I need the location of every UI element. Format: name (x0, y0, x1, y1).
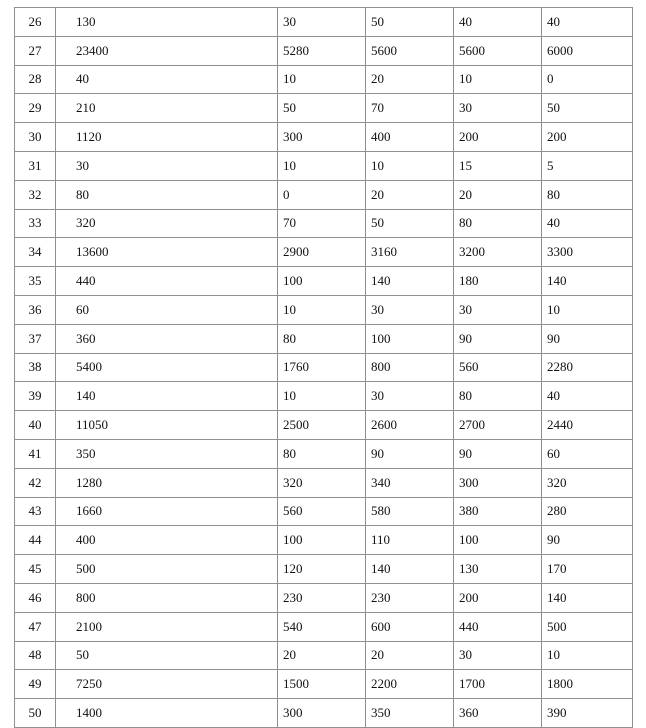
value-cell: 0 (278, 180, 366, 209)
table-row (15, 583, 633, 612)
value-cell: 5600 (366, 36, 454, 65)
value-cell: 70 (278, 209, 366, 238)
value-cell: 40 (542, 209, 633, 238)
total-cell: 1660 (56, 497, 278, 526)
row-number-cell: 33 (15, 209, 56, 238)
total-cell: 1400 (56, 699, 278, 728)
total-cell: 800 (56, 583, 278, 612)
value-cell: 90 (366, 439, 454, 468)
value-cell: 40 (542, 382, 633, 411)
total-cell: 400 (56, 526, 278, 555)
row-number-cell: 38 (15, 353, 56, 382)
total-cell: 60 (56, 295, 278, 324)
total-cell: 1120 (56, 123, 278, 152)
table-row (15, 209, 633, 238)
value-cell: 800 (366, 353, 454, 382)
row-number-cell: 34 (15, 238, 56, 267)
table-row (15, 526, 633, 555)
row-number-cell: 32 (15, 180, 56, 209)
row-number-cell: 26 (15, 8, 56, 37)
table-row (15, 699, 633, 728)
value-cell: 230 (278, 583, 366, 612)
total-cell: 5400 (56, 353, 278, 382)
row-number-cell: 30 (15, 123, 56, 152)
value-cell: 110 (366, 526, 454, 555)
table-row (15, 36, 633, 65)
table-row (15, 555, 633, 584)
value-cell: 140 (366, 555, 454, 584)
row-number-cell: 45 (15, 555, 56, 584)
value-cell: 60 (542, 439, 633, 468)
value-cell: 1700 (454, 670, 542, 699)
value-cell: 40 (542, 8, 633, 37)
value-cell: 390 (542, 699, 633, 728)
value-cell: 2440 (542, 411, 633, 440)
total-cell: 30 (56, 151, 278, 180)
value-cell: 0 (542, 65, 633, 94)
table-row (15, 411, 633, 440)
total-cell: 2100 (56, 612, 278, 641)
value-cell: 80 (278, 324, 366, 353)
total-cell: 130 (56, 8, 278, 37)
value-cell: 500 (542, 612, 633, 641)
total-cell: 360 (56, 324, 278, 353)
value-cell: 200 (542, 123, 633, 152)
value-cell: 5600 (454, 36, 542, 65)
value-cell: 140 (542, 267, 633, 296)
row-number-cell: 47 (15, 612, 56, 641)
value-cell: 90 (542, 324, 633, 353)
table-row (15, 353, 633, 382)
row-number-cell: 36 (15, 295, 56, 324)
value-cell: 10 (278, 295, 366, 324)
row-number-cell: 48 (15, 641, 56, 670)
value-cell: 40 (454, 8, 542, 37)
value-cell: 200 (454, 583, 542, 612)
value-cell: 100 (278, 526, 366, 555)
table-row (15, 8, 633, 37)
total-cell: 320 (56, 209, 278, 238)
row-number-cell: 49 (15, 670, 56, 699)
total-cell: 11050 (56, 411, 278, 440)
value-cell: 100 (278, 267, 366, 296)
row-number-cell: 44 (15, 526, 56, 555)
total-cell: 40 (56, 65, 278, 94)
value-cell: 1800 (542, 670, 633, 699)
total-cell: 1280 (56, 468, 278, 497)
total-cell: 440 (56, 267, 278, 296)
value-cell: 180 (454, 267, 542, 296)
row-number-cell: 27 (15, 36, 56, 65)
row-number-cell: 39 (15, 382, 56, 411)
value-cell: 2700 (454, 411, 542, 440)
total-cell: 140 (56, 382, 278, 411)
table-row (15, 670, 633, 699)
value-cell: 2280 (542, 353, 633, 382)
value-cell: 10 (542, 641, 633, 670)
value-cell: 300 (278, 123, 366, 152)
table-row (15, 612, 633, 641)
value-cell: 3200 (454, 238, 542, 267)
value-cell: 30 (454, 94, 542, 123)
value-cell: 80 (454, 209, 542, 238)
total-cell: 23400 (56, 36, 278, 65)
value-cell: 20 (366, 180, 454, 209)
data-table-container (14, 7, 633, 728)
value-cell: 5280 (278, 36, 366, 65)
value-cell: 280 (542, 497, 633, 526)
value-cell: 600 (366, 612, 454, 641)
value-cell: 300 (278, 699, 366, 728)
value-cell: 200 (454, 123, 542, 152)
value-cell: 380 (454, 497, 542, 526)
table-row (15, 123, 633, 152)
table-row (15, 641, 633, 670)
value-cell: 30 (454, 295, 542, 324)
value-cell: 30 (454, 641, 542, 670)
value-cell: 300 (454, 468, 542, 497)
value-cell: 360 (454, 699, 542, 728)
value-cell: 50 (542, 94, 633, 123)
value-cell: 2900 (278, 238, 366, 267)
total-cell: 50 (56, 641, 278, 670)
value-cell: 100 (366, 324, 454, 353)
value-cell: 10 (278, 382, 366, 411)
value-cell: 10 (454, 65, 542, 94)
value-cell: 170 (542, 555, 633, 584)
table-body (15, 8, 633, 728)
value-cell: 20 (366, 65, 454, 94)
value-cell: 540 (278, 612, 366, 641)
value-cell: 2200 (366, 670, 454, 699)
table-row (15, 94, 633, 123)
row-number-cell: 50 (15, 699, 56, 728)
value-cell: 10 (542, 295, 633, 324)
row-number-cell: 28 (15, 65, 56, 94)
value-cell: 10 (366, 151, 454, 180)
table-row (15, 382, 633, 411)
table-row (15, 324, 633, 353)
value-cell: 2500 (278, 411, 366, 440)
value-cell: 20 (278, 641, 366, 670)
value-cell: 30 (366, 295, 454, 324)
row-number-cell: 41 (15, 439, 56, 468)
table-row (15, 497, 633, 526)
total-cell: 500 (56, 555, 278, 584)
data-table (14, 7, 633, 728)
row-number-cell: 46 (15, 583, 56, 612)
table-row (15, 151, 633, 180)
value-cell: 90 (454, 324, 542, 353)
total-cell: 350 (56, 439, 278, 468)
value-cell: 15 (454, 151, 542, 180)
value-cell: 20 (366, 641, 454, 670)
value-cell: 100 (454, 526, 542, 555)
table-row (15, 468, 633, 497)
value-cell: 350 (366, 699, 454, 728)
value-cell: 1500 (278, 670, 366, 699)
value-cell: 50 (278, 94, 366, 123)
value-cell: 50 (366, 8, 454, 37)
value-cell: 560 (278, 497, 366, 526)
value-cell: 90 (454, 439, 542, 468)
table-row (15, 180, 633, 209)
total-cell: 80 (56, 180, 278, 209)
value-cell: 70 (366, 94, 454, 123)
value-cell: 5 (542, 151, 633, 180)
value-cell: 580 (366, 497, 454, 526)
row-number-cell: 42 (15, 468, 56, 497)
table-row (15, 238, 633, 267)
value-cell: 140 (542, 583, 633, 612)
value-cell: 3300 (542, 238, 633, 267)
value-cell: 230 (366, 583, 454, 612)
row-number-cell: 37 (15, 324, 56, 353)
value-cell: 90 (542, 526, 633, 555)
row-number-cell: 35 (15, 267, 56, 296)
value-cell: 50 (366, 209, 454, 238)
row-number-cell: 40 (15, 411, 56, 440)
total-cell: 13600 (56, 238, 278, 267)
row-number-cell: 31 (15, 151, 56, 180)
row-number-cell: 29 (15, 94, 56, 123)
table-row (15, 439, 633, 468)
value-cell: 120 (278, 555, 366, 584)
value-cell: 3160 (366, 238, 454, 267)
table-row (15, 65, 633, 94)
total-cell: 7250 (56, 670, 278, 699)
value-cell: 30 (366, 382, 454, 411)
value-cell: 440 (454, 612, 542, 641)
value-cell: 320 (542, 468, 633, 497)
value-cell: 20 (454, 180, 542, 209)
row-number-cell: 43 (15, 497, 56, 526)
value-cell: 340 (366, 468, 454, 497)
value-cell: 560 (454, 353, 542, 382)
value-cell: 2600 (366, 411, 454, 440)
value-cell: 30 (278, 8, 366, 37)
value-cell: 130 (454, 555, 542, 584)
total-cell: 210 (56, 94, 278, 123)
table-row (15, 295, 633, 324)
value-cell: 10 (278, 151, 366, 180)
value-cell: 1760 (278, 353, 366, 382)
value-cell: 80 (454, 382, 542, 411)
value-cell: 140 (366, 267, 454, 296)
value-cell: 80 (278, 439, 366, 468)
value-cell: 400 (366, 123, 454, 152)
value-cell: 6000 (542, 36, 633, 65)
value-cell: 80 (542, 180, 633, 209)
value-cell: 10 (278, 65, 366, 94)
table-row (15, 267, 633, 296)
value-cell: 320 (278, 468, 366, 497)
